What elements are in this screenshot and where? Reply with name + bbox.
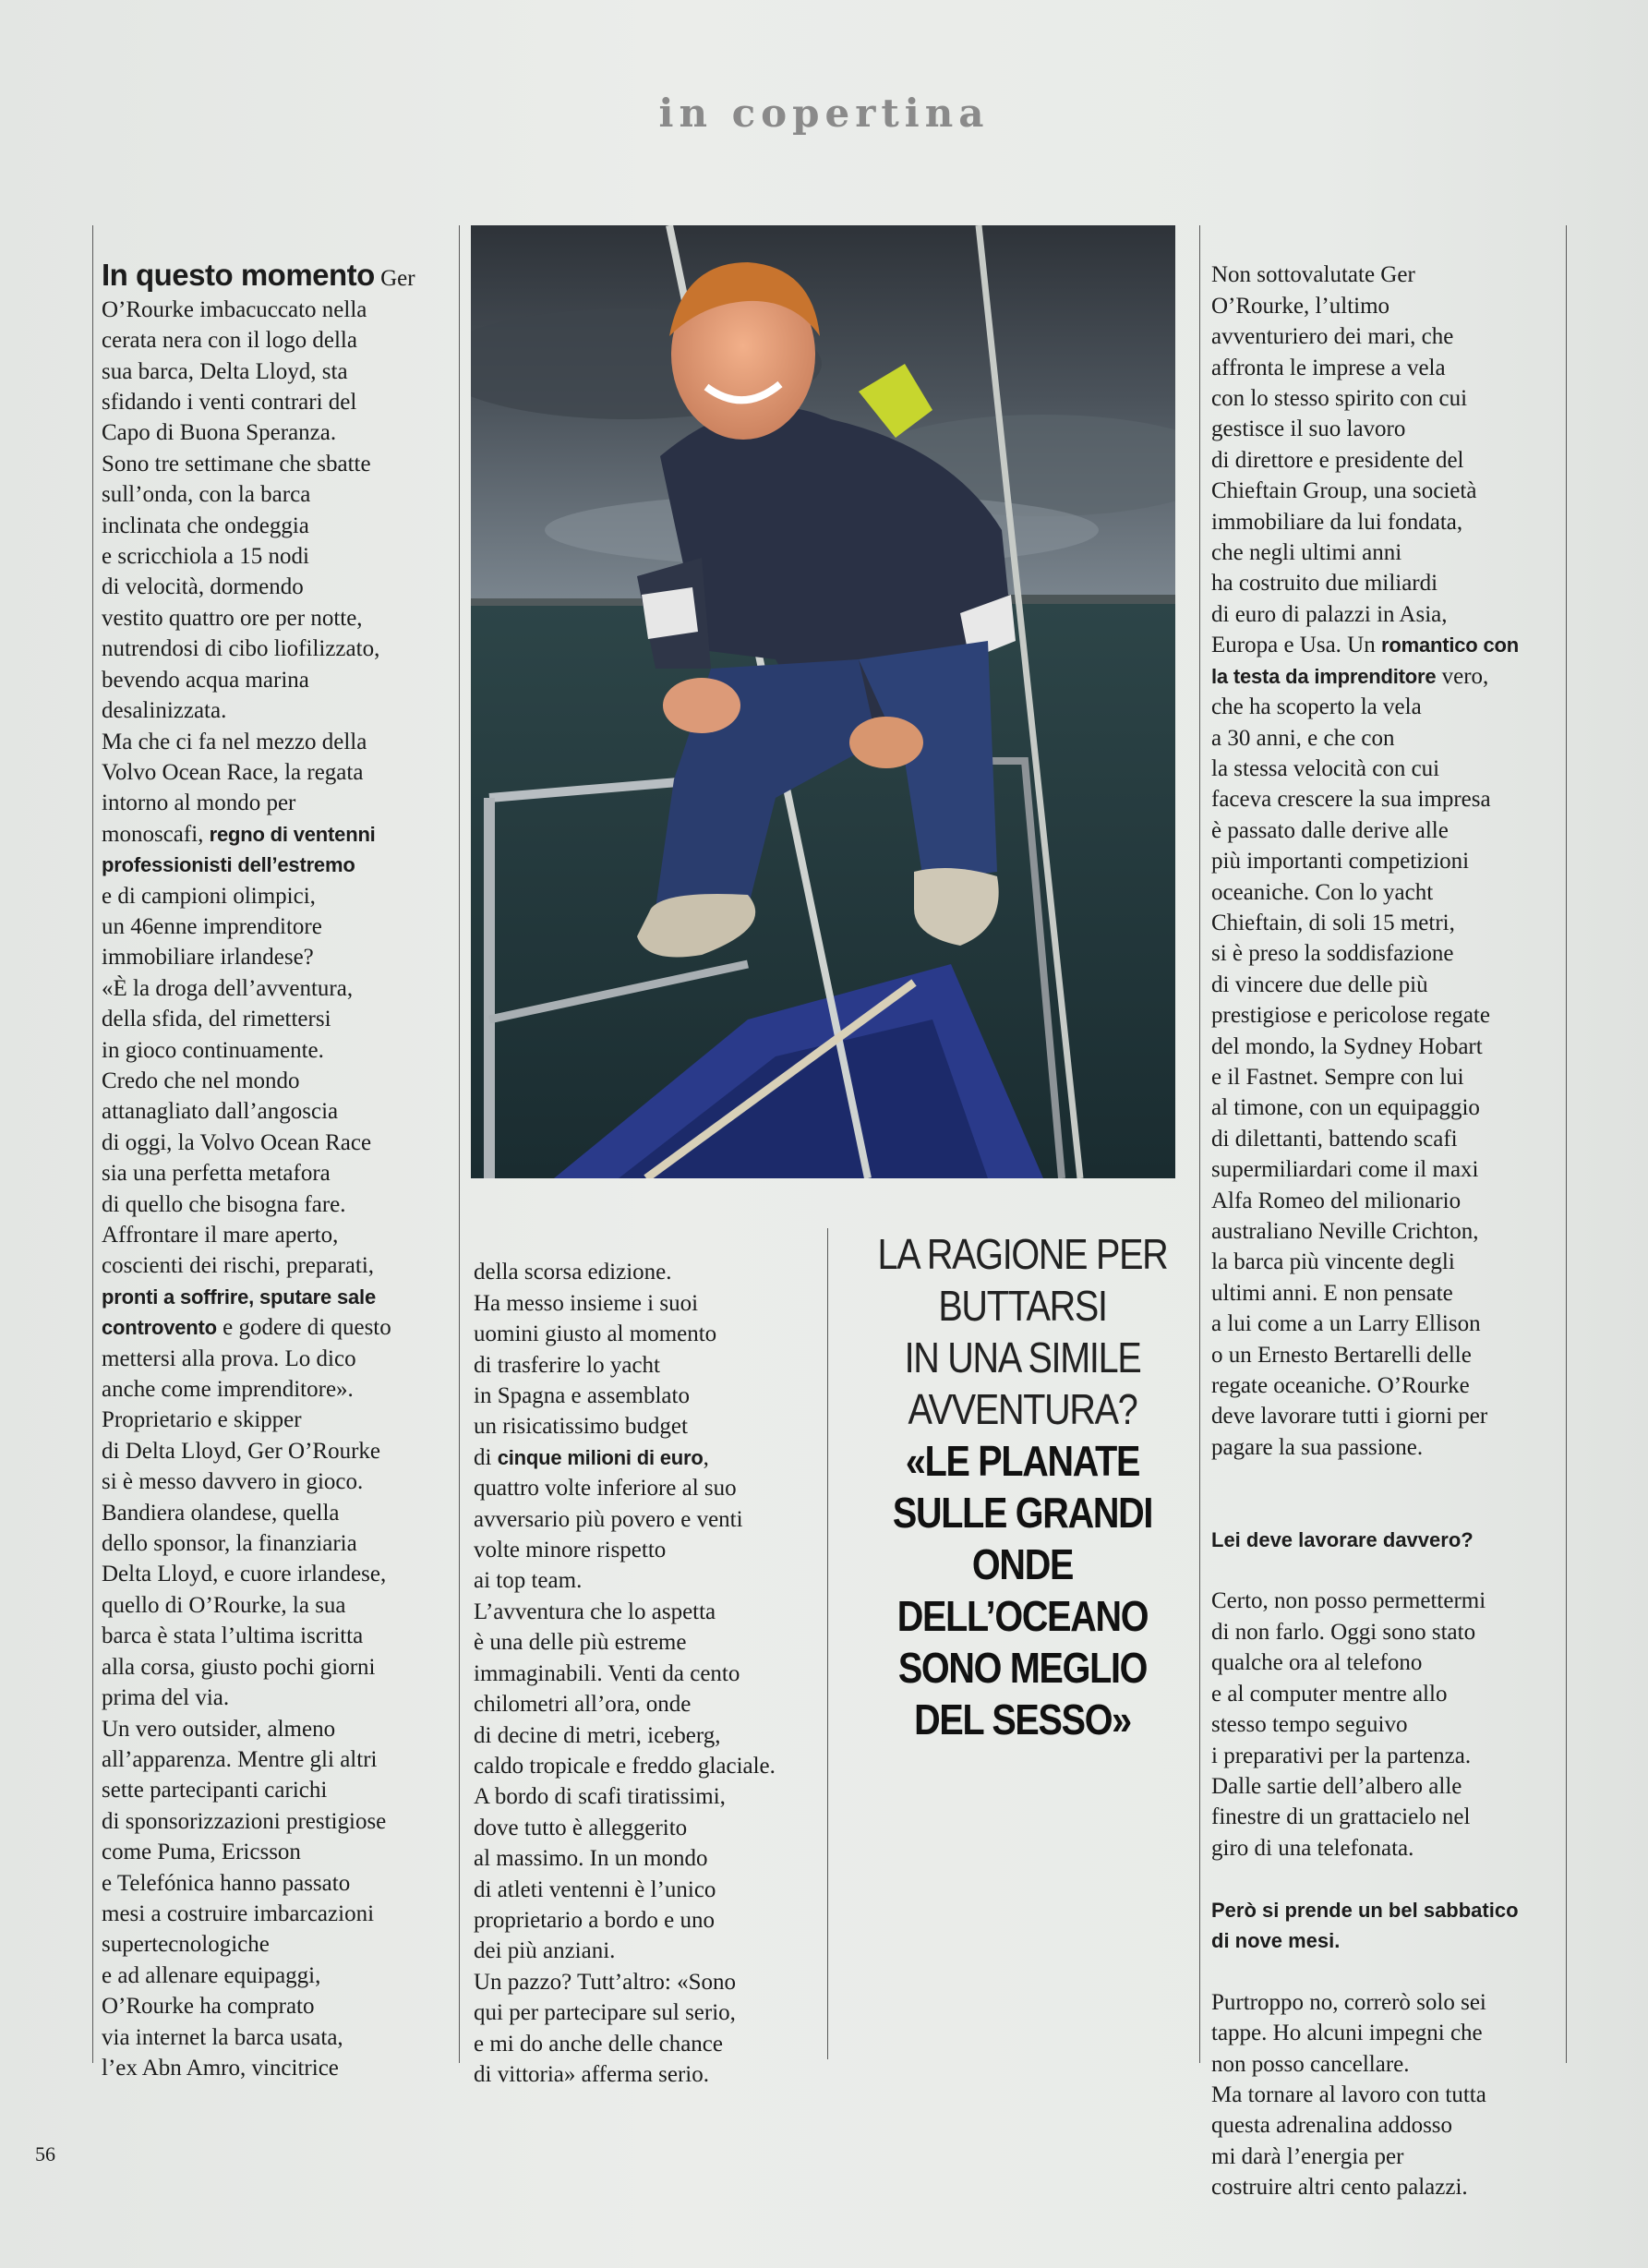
col1-text-3: e godere di questo mettersi alla prova. Lo dico anche come imprenditore». Proprietario e skipper di Delta Lloyd, Ger O’Rourke si è messo davvero in gioco. Bandiera olandese, quella dello sponsor, la finanziaria Delta Lloyd, e cuore irlandese, quello di O’Rourke, la sua barca è stata l’ultima iscritta alla corsa, giusto pochi giorni prima del via. Un vero outsider, almeno all’apparenza. Mentre gli altri sette partecipanti carichi di sponsorizzazioni prestigiose come Puma, Ericsson e Telefónica hanno passato mesi a costruire imbarcazioni supertecnologiche e ad allenare equipaggi, O’Rourke ha comprato via internet la barca usata, l’ex Abn Amro, vincitrice [102,1315,391,2081]
pull-quote [861,1228,1183,1745]
sailor-photo-illustration [471,225,1175,1178]
col3-text-2: vero, che ha scoperto la vela a 30 anni, e che con la stessa velocità con cui faceva crescere la sua impresa è passato dalle derive alle più importanti competizioni oceaniche. Con lo yacht Chieftain, di soli 15 metri, si è preso la soddisfazione di vincere due delle più prestigiose e pericolose regate del mondo, la Sydney Hobart e il Fastnet. Sempre con lui al timone, con un equipaggio di dilettanti, battendo scafi supermiliardari come il maxi Alfa Romeo del milionario australiano Neville Crichton, la barca più vincente degli ultimi anni. E non pensate a lui come a un Larry Ellison o un Ernesto Bertarelli delle regate oceaniche. O’Rourke deve lavorare tutti i giorni per pagare la sua passione. [1211,663,1491,1460]
col2-text-1: della scorsa edizione. Ha messo insieme i suoi uomini giusto al momento di trasferire lo yacht in Spagna e assemblato un risicatissimo budget di [474,1260,717,1470]
col1-paragraph [102,259,457,2083]
col3-highlight-1: romantico con la testa da imprenditore [1211,633,1519,688]
col2-text-2: , quattro volte inferiore al suo avversario più povero e venti volte minore rispetto ai top team. L’avventura che lo aspetta è una delle più estreme immaginabili. Venti da cento chilometri all’ora, onde di decine di metri, iceberg, caldo tropicale e freddo glaciale. A bordo di scafi tiratissimi, dove tutto è alleggerito al massimo. In un mondo di atleti ventenni è l’unico proprietario a bordo e uno dei più anziani. Un pazzo? Tutt’altro: «Sono qui per partecipare sul serio, e mi do anche delle chance di vittoria» afferma serio. [474,1444,776,2087]
page-number: 56 [35,2142,55,2165]
section-label: in copertina [658,90,990,136]
col1-text-2: e di campioni olimpici, un 46enne imprenditore immobiliare irlandese? «È la droga dell’avventura, della sfida, del rimettersi in gioco continuamente. Credo che nel mondo attanagliato dall’angoscia di oggi, la Volvo Ocean Race sia una perfetta metafora di quello che bisogna fare. Affrontare il mare aperto, coscienti dei rischi, preparati, [102,883,375,1279]
column-rule-mid1 [459,225,460,2063]
lead-heading: In questo momento [102,258,375,293]
col2-highlight-1: cinque milioni di euro [497,1445,704,1469]
article-column-2 [474,1226,829,2121]
article-column-3 [1211,229,1567,2234]
col2-paragraph [474,1257,829,2090]
interview-answer-2: Purtroppo no, correrò solo sei tappe. Ho alcuni impegni che non posso cancellare. Ma tornare al lavoro con tutta questa adrenalina addosso mi darà l’energia per costruire altri cento palazzi. [1211,1989,1486,2201]
column-rule-mid3 [1199,225,1200,2063]
pull-quote-answer: «LE PLANATE SULLE GRANDI ONDE DELL’OCEANO SONO MEGLIO DEL SESSO» [892,1437,1153,1743]
col3-text-1: Non sottovalutate Ger O’Rourke, l’ultimo avventuriero dei mari, che affronta le imprese a vela con lo stesso spirito con cui gestisce il suo lavoro di direttore e presidente del Chieftain Group, una società immobiliare da lui fondata, che negli ultimi anni ha costruito due miliardi di euro di palazzi in Asia, Europa e Usa. Un [1211,262,1477,658]
article-column-1 [102,229,457,2115]
interview-question-1: Lei deve lavorare davvero? [1211,1527,1474,1551]
col1-text-1: Ger O’Rourke imbacuccato nella cerata nera con il logo della sua barca, Delta Lloyd, sta sfidando i venti contrari del Capo di Buona Speranza. Sono tre settimane che sbatte sull’onda, con la barca inclinata che ondeggia e scricchiola a 15 nodi di velocità, dormendo vestito quattro ore per notte, nutrendosi di cibo liofilizzato, bevendo acqua marina desalinizzata. Ma che ci fa nel mezzo della Volvo Ocean Race, la regata intorno al mondo per monoscafi, [102,266,415,847]
cover-photo [471,225,1175,1178]
interview-question-2: Però si prende un bel sabbatico di nove mesi. [1211,1898,1519,1952]
col1-highlight-2: pronti a soffrire, sputare sale controvento [102,1285,376,1340]
interview-answer-1: Certo, non posso permettermi di non farlo. Oggi sono stato qualche ora al telefono e al computer mentre allo stesso tempo seguivo i preparativi per la partenza. Dalle sartie dell’albero alle finestre di un grattacielo nel giro di una telefonata. [1211,1588,1486,1861]
col1-highlight-1: regno di ventenni professionisti dell’estremo [102,822,376,877]
column-rule-left [92,225,93,2063]
pull-quote-question: LA RAGIONE PER BUTTARSI IN UNA SIMILE AVVENTURA? [877,1230,1168,1433]
col3-paragraph [1211,259,1567,1463]
